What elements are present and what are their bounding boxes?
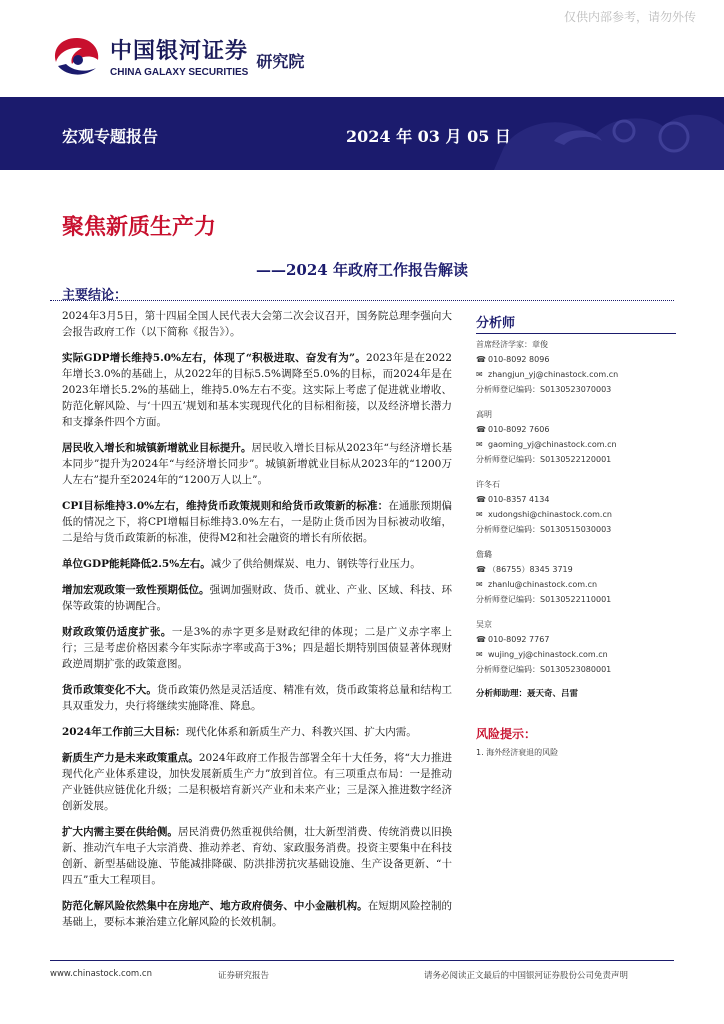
paragraph: 增加宏观政策一致性预期低位。强调加强财政、货币、就业、产业、区域、科技、环保等政策的协调配合。 <box>62 584 453 612</box>
analyst-phone: 010-8092 7606 <box>488 425 550 434</box>
email-icon: ✉ <box>476 510 483 519</box>
footer-divider <box>50 960 674 961</box>
analyst-reg: 分析师登记编码：S0130523080001 <box>476 665 612 674</box>
phone-icon: ☎ <box>476 425 486 434</box>
analyst-phone: 010-8357 4134 <box>488 495 550 504</box>
analyst-phone: 010-8092 8096 <box>488 355 550 364</box>
brand-logo <box>48 34 304 78</box>
brand-name-en: CHINA GALAXY SECURITIES <box>110 67 249 78</box>
watermark: 仅供内部参考，请勿外传 <box>563 10 696 24</box>
footer-disclaimer: 请务必阅读正文最后的中国银河证券股份公司免责声明 <box>424 971 629 981</box>
analyst-email[interactable]: gaoming_yj@chinastock.com.cn <box>488 440 617 449</box>
analyst-email[interactable]: zhangjun_yj@chinastock.com.cn <box>488 370 619 379</box>
risk-heading: 风险提示： <box>476 727 537 741</box>
paragraph: 货币政策变化不大。货币政策仍然是灵活适度、精准有效，货币政策将总量和结构工具双重发力，央行将继续实施降准、降息。 <box>62 684 452 712</box>
paragraph: 实际GDP增长维持5.0%左右，体现了“积极进取、奋发有为”。2023年是在2022年增长3.0%的基础上，从2022年的目标5.5%调降至5.0%的目标，而2024年是在2023年增长5.2%的基础上，维持5.0%左右不变。这实际上考虑了促进就业增收、防范化解风险、与‘十四五’规划和基本实现现代化的目标相衔接，以及经济增长潜力和支撑条件四个方面。 <box>62 352 452 428</box>
analyst-assistant: 分析师助理：聂天奇、吕雷 <box>476 689 579 699</box>
phone-icon: ☎ <box>476 565 486 574</box>
paragraph: 单位GDP能耗降低2.5%左右。减少了供给侧煤炭、电力、钢铁等行业压力。 <box>62 558 421 570</box>
email-icon: ✉ <box>476 370 483 379</box>
paragraph-intro: 2024年3月5日，第十四届全国人民代表大会第二次会议召开，国务院总理李强向大会报告政府工作（以下简称《报告》）。 <box>62 310 452 338</box>
paragraph: 扩大内需主要在供给侧。居民消费仍然重视供给侧，壮大新型消费、传统消费以旧换新、推动汽车电子大宗消费、推动养老、育幼、家政服务消费。投资主要集中在科技创新、新型基础设施、节能减排降碳、防洪排涝抗灾基础设施、生产设备更新、“十四五”重大工程项目。 <box>62 826 453 886</box>
analyst-email[interactable]: xudongshi@chinastock.com.cn <box>488 510 612 519</box>
report-date: 2024 年 03 月 05 日 <box>346 127 511 146</box>
cloud-pattern-icon <box>464 97 724 170</box>
analyst-email[interactable]: zhanlu@chinastock.com.cn <box>488 580 598 589</box>
paragraph: 2024年工作前三大目标：现代化体系和新质生产力、科教兴国、扩大内需。 <box>62 726 417 738</box>
footer-center: 证券研究报告 <box>218 971 270 981</box>
email-icon: ✉ <box>476 440 483 449</box>
analyst-name: 吴京 <box>476 620 492 629</box>
paragraph: 新质生产力是未来政策重点。2024年政府工作报告部署全年十大任务，将“大力推进现代化产业体系建设，加快发展新质生产力”放到首位。有三项重点布局：一是推动产业链供应链优化升级；二是积极培育新兴产业和未来产业；三是深入推进数字经济创新发展。 <box>62 752 453 812</box>
report-subtitle: ——2024 年政府工作报告解读 <box>256 261 468 279</box>
analyst-reg: 分析师登记编码：S0130515030003 <box>476 525 612 534</box>
main-content <box>62 308 452 940</box>
report-title: 聚焦新质生产力 <box>62 215 217 240</box>
paragraph: 防范化解风险依然集中在房地产、地方政府债务、中小金融机构。在短期风险控制的基础上，要标本兼治建立化解风险的长效机制。 <box>62 900 453 928</box>
analyst-card <box>476 337 676 397</box>
divider <box>50 300 674 301</box>
email-icon: ✉ <box>476 650 483 659</box>
report-banner <box>0 97 724 170</box>
paragraph: 居民收入增长和城镇新增就业目标提升。居民收入增长目标从2023年“与经济增长基本同步”提升为2024年“与经济增长同步”。城镇新增就业目标从2023年的“1200万人左右”提升至2024年的“1200万人以上”。 <box>62 442 452 486</box>
report-type: 宏观专题报告 <box>62 127 159 146</box>
analyst-phone: （86755）8345 3719 <box>488 565 573 574</box>
analyst-card <box>476 547 676 607</box>
main-conclusion-label: 主要结论： <box>62 288 128 303</box>
brand-name-cn: 中国银河证券 <box>110 39 249 64</box>
analyst-name: 高明 <box>476 410 492 419</box>
email-icon: ✉ <box>476 580 483 589</box>
analyst-card <box>476 617 676 677</box>
brand-dept: 研究院 <box>256 51 305 71</box>
analyst-phone: 010-8092 7767 <box>488 635 550 644</box>
galaxy-logo-icon <box>48 34 106 78</box>
paragraph: CPI目标维持3.0%左右，维持货币政策规则和给货币政策新的标准：在通胀预期偏低的情况之下，将CPI增幅目标维持3.0%左右，一是防止货币因为目标被动收缩，二是给与货币政策新的标准，使得M2和社会融资的增长有所依据。 <box>62 500 452 544</box>
phone-icon: ☎ <box>476 635 486 644</box>
paragraph: 财政政策仍适度扩张。一是3%的赤字更多是财政纪律的体现；二是广义赤字率上行；三是考虑价格因素今年实际赤字率或高于3%；四是超长期特别国债显著体现财政逆周期扩张的政策意图。 <box>62 626 452 670</box>
analyst-reg: 分析师登记编码：S0130522110001 <box>476 595 612 604</box>
phone-icon: ☎ <box>476 495 486 504</box>
risk-item: 1. 海外经济衰退的风险 <box>476 748 559 757</box>
analyst-name: 首席经济学家：章俊 <box>476 340 548 349</box>
analyst-name: 詹璐 <box>476 550 492 559</box>
phone-icon: ☎ <box>476 355 486 364</box>
analyst-reg: 分析师登记编码：S0130523070003 <box>476 385 612 394</box>
analyst-reg: 分析师登记编码：S0130522120001 <box>476 455 612 464</box>
analyst-heading: 分析师 <box>476 312 676 334</box>
analyst-list <box>476 337 676 677</box>
analyst-card <box>476 407 676 467</box>
sidebar <box>476 308 676 758</box>
footer-site-link[interactable]: www.chinastock.com.cn <box>50 969 152 979</box>
analyst-card <box>476 477 676 537</box>
analyst-name: 许冬石 <box>476 480 500 489</box>
analyst-email[interactable]: wujing_yj@chinastock.com.cn <box>488 650 608 659</box>
